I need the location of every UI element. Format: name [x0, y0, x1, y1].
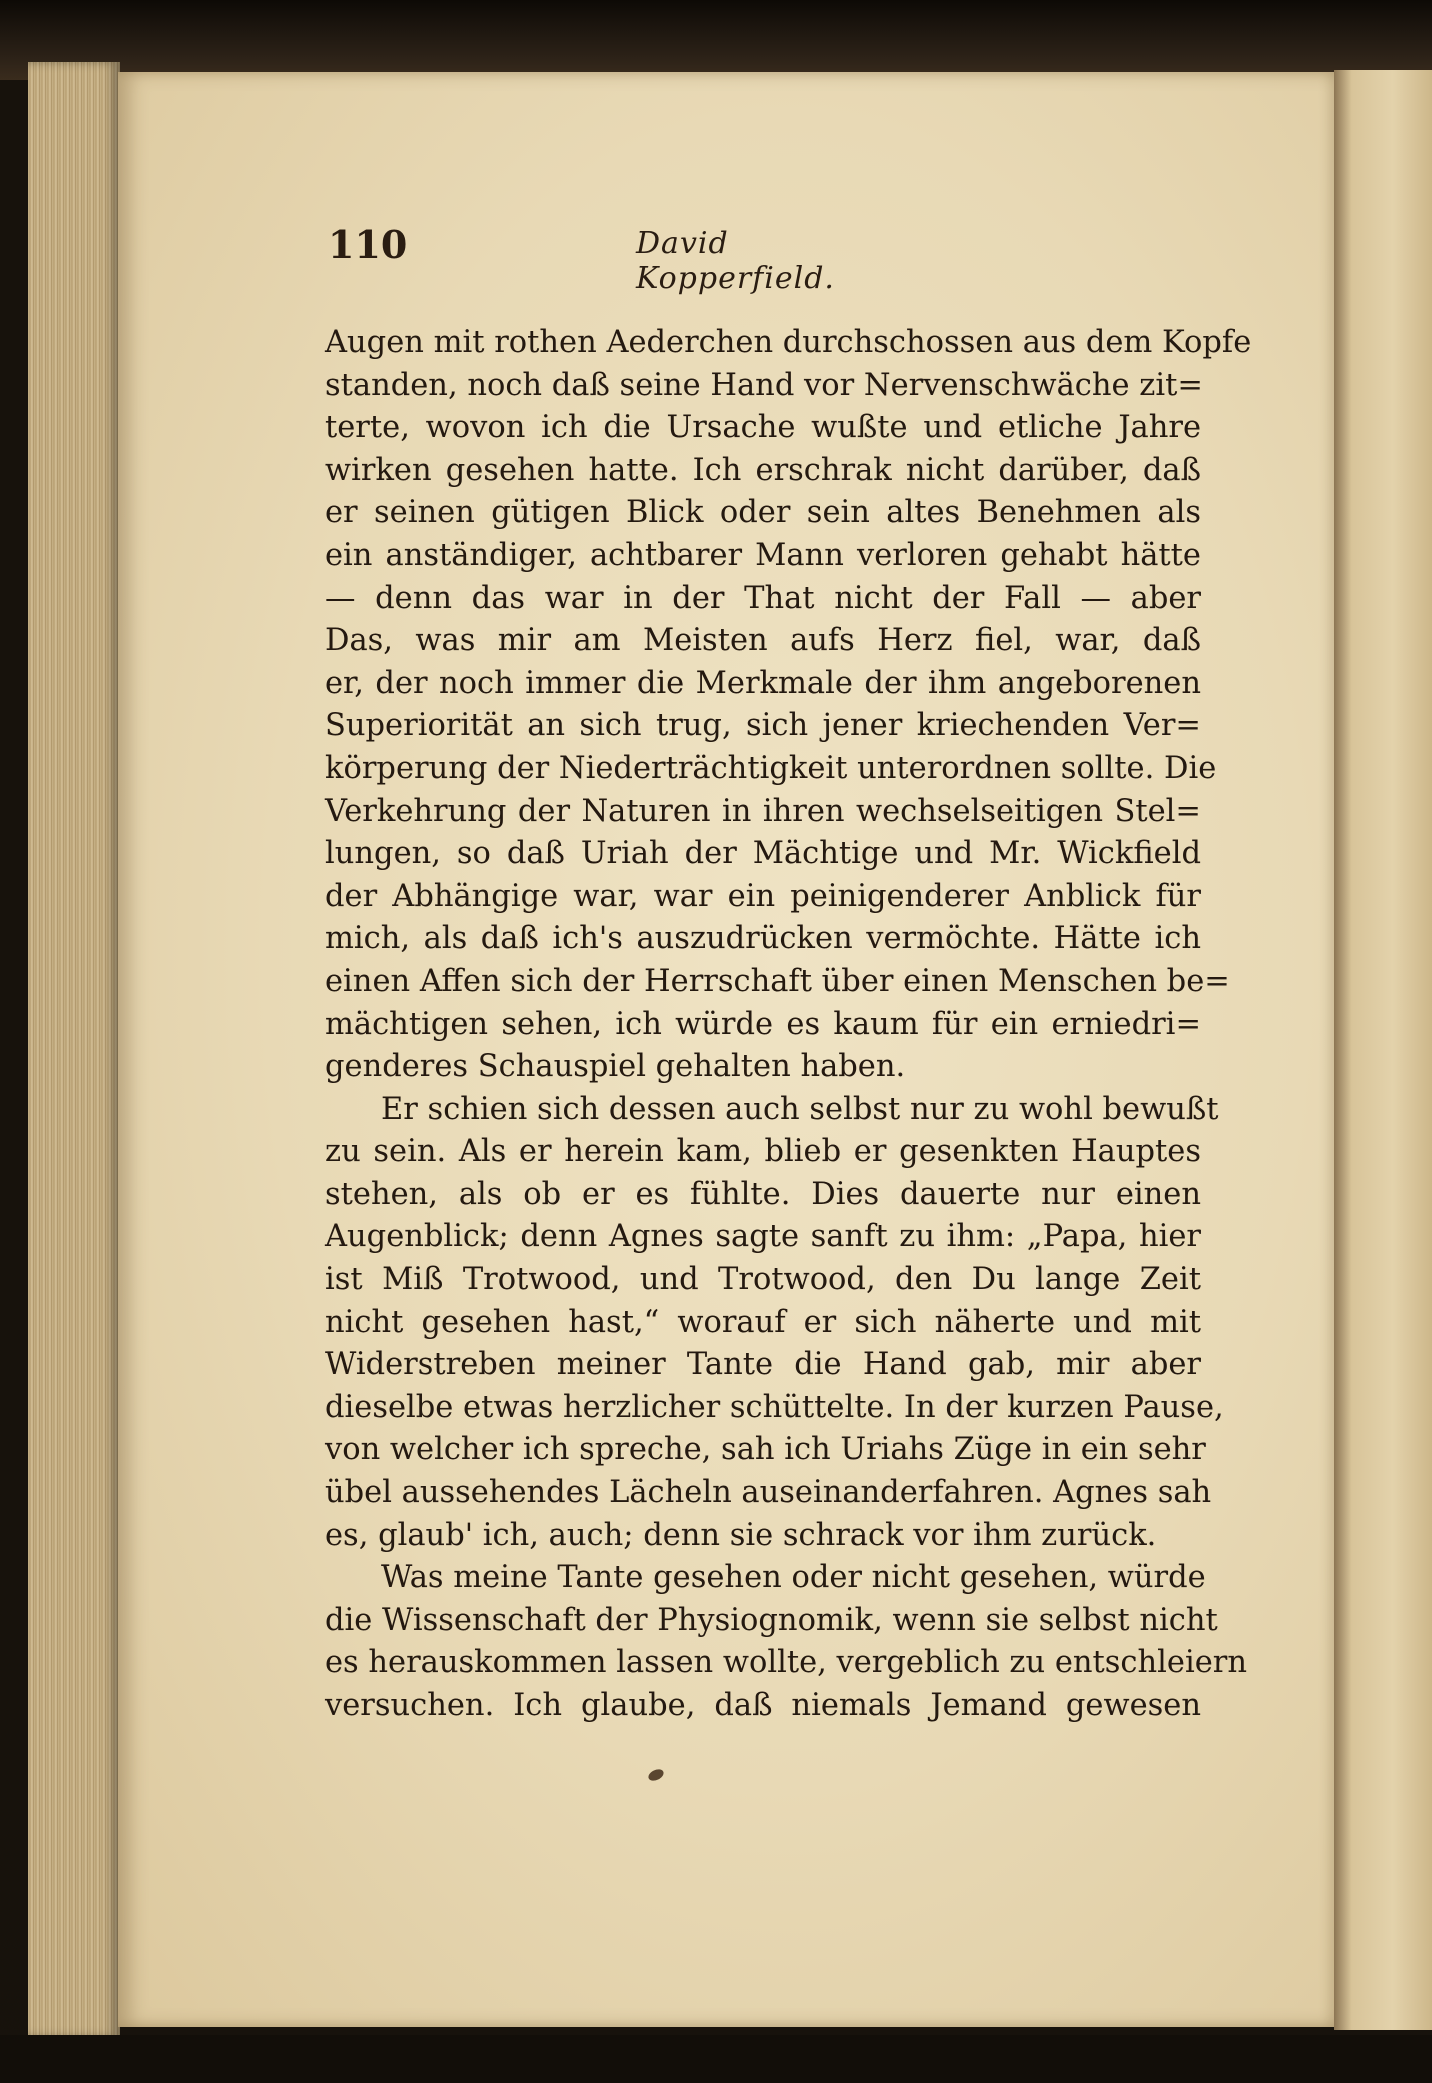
text-line: wirken gesehen hatte. Ich erschrak nicht darüber, daß [325, 452, 1201, 488]
text-line: mächtigen sehen, ich würde es kaum für ein erniedri= [325, 1006, 1201, 1042]
text-line: Verkehrung der Naturen in ihren wechselseitigen Stel= [325, 793, 1201, 829]
text-line: Das, was mir am Meisten aufs Herz fiel, war, daß [325, 623, 1201, 659]
text-line: es herauskommen lassen wollte, vergeblich zu entschleiern [325, 1645, 1247, 1681]
book-spine-top [0, 0, 1432, 80]
paragraph [325, 1089, 1224, 1558]
text-line: terte, wovon ich die Ursache wußte und etliche Jahre [325, 410, 1201, 446]
text-line: standen, noch daß seine Hand vor Nervenschwäche zit= [325, 367, 1203, 403]
text-line: mich, als daß ich's auszudrücken vermöchte. Hätte ich [325, 921, 1201, 957]
running-title: David Kopperfield. [636, 226, 835, 296]
text-line: stehen, als ob er es fühlte. Dies dauerte nur einen [325, 1176, 1201, 1212]
text-line: er seinen gütigen Blick oder sein altes Benehmen als [325, 495, 1201, 531]
text-line: versuchen. Ich glaube, daß niemals Jemand gewesen [325, 1688, 1201, 1723]
text-line: Widerstreben meiner Tante die Hand gab, mir aber [325, 1347, 1201, 1383]
text-line: dieselbe etwas herzlicher schüttelte. In der kurzen Pause, [325, 1389, 1224, 1425]
text-line: Superiorität an sich trug, sich jener kriechenden Ver= [325, 708, 1201, 744]
paragraph [325, 1557, 1247, 1727]
text-line: von welcher ich spreche, sah ich Uriahs Züge in ein sehr [325, 1432, 1206, 1468]
text-line: ist Miß Trotwood, und Trotwood, den Du lange Zeit [325, 1262, 1201, 1298]
text-line: er, der noch immer die Merkmale der ihm angeborenen [325, 665, 1201, 701]
text-line: — denn das war in der That nicht der Fall — aber [325, 580, 1201, 616]
text-line: es, glaub' ich, auch; denn sie schrack vor ihm zurück. [325, 1517, 1157, 1553]
text-line: genderes Schauspiel gehalten haben. [325, 1049, 906, 1085]
text-line: einen Affen sich der Herrschaft über einen Menschen be= [325, 963, 1230, 999]
text-line: der Abhängige war, war ein peinigenderer Anblick für [325, 878, 1201, 914]
text-line: Was meine Tante gesehen oder nicht gesehen, würde [381, 1560, 1206, 1596]
text-line: die Wissenschaft der Physiognomik, wenn sie selbst nicht [325, 1602, 1218, 1638]
facing-page-edge [1334, 70, 1432, 2030]
page-header [328, 222, 903, 296]
text-line: übel aussehendes Lächeln auseinanderfahren. Agnes sah [325, 1475, 1212, 1511]
page-stack-edge [28, 62, 120, 2037]
text-line: ein anständiger, achtbarer Mann verloren gehabt hätte [325, 537, 1201, 573]
text-line: Er schien sich dessen auch selbst nur zu wohl bewußt [381, 1091, 1219, 1127]
text-line: nicht gesehen hast,“ worauf er sich näherte und mit [325, 1304, 1201, 1340]
text-line: Augenblick; denn Agnes sagte sanft zu ihm: „Papa, hier [325, 1219, 1201, 1255]
book-bottom-edge [0, 2035, 1432, 2083]
body-text [325, 322, 1252, 1728]
text-line: körperung der Niederträchtigkeit unterordnen sollte. Die [325, 750, 1217, 786]
text-line: lungen, so daß Uriah der Mächtige und Mr. Wickfield [325, 836, 1201, 872]
text-line: zu sein. Als er herein kam, blieb er gesenkten Hauptes [325, 1134, 1201, 1170]
paragraph [325, 322, 1252, 1089]
page-number: 110 [328, 222, 408, 267]
text-line: Augen mit rothen Aederchen durchschossen aus dem Kopfe [325, 325, 1252, 360]
